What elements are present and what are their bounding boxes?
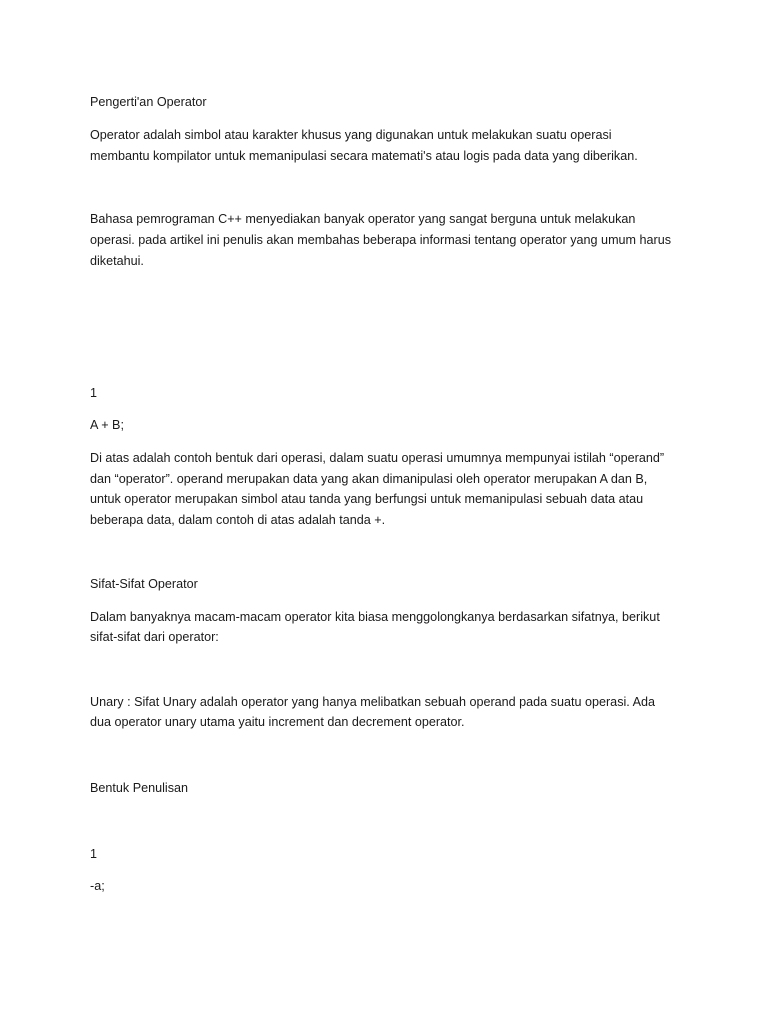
paragraph-line: Operator adalah simbol atau karakter khusus yang digunakan untuk melakukan suatu operasi <box>90 128 612 142</box>
heading-pengertian-operator: Pengerti'an Operator <box>90 95 207 109</box>
paragraph-line: beberapa data, dalam contoh di atas adalah tanda +. <box>90 513 386 527</box>
heading-sifat-sifat-operator: Sifat-Sifat Operator <box>90 577 198 591</box>
code-line-number: 1 <box>90 386 98 400</box>
paragraph-line: Bahasa pemrograman C++ menyediakan banyak operator yang sangat berguna untuk melakukan <box>90 212 636 226</box>
code-snippet: A + B; <box>90 418 124 432</box>
heading-bentuk-penulisan: Bentuk Penulisan <box>90 781 189 795</box>
paragraph-line: membantu kompilator untuk memanipulasi secara matemati's atau logis pada data yang diberikan. <box>90 149 638 163</box>
paragraph-line: untuk operator merupakan simbol atau tanda yang berfungsi untuk memanipulasi sebuah data atau <box>90 492 644 506</box>
paragraph-line: dua operator unary utama yaitu increment dan decrement operator. <box>90 715 465 729</box>
paragraph-line: Di atas adalah contoh bentuk dari operasi, dalam suatu operasi umumnya mempunyai istilah “operand” <box>90 451 665 465</box>
code-line-number: 1 <box>90 847 98 861</box>
paragraph-line: operasi. pada artikel ini penulis akan membahas beberapa informasi tentang operator yang umum harus <box>90 233 672 247</box>
paragraph-line: dan “operator”. operand merupakan data yang akan dimanipulasi oleh operator merupakan A dan B, <box>90 472 648 486</box>
paragraph-line: sifat-sifat dari operator: <box>90 630 219 644</box>
code-snippet: -a; <box>90 879 105 893</box>
paragraph-line: Unary : Sifat Unary adalah operator yang hanya melibatkan sebuah operand pada suatu operasi. Ada <box>90 695 655 709</box>
paragraph-line: diketahui. <box>90 254 144 268</box>
paragraph-line: Dalam banyaknya macam-macam operator kita biasa menggolongkanya berdasarkan sifatnya, berikut <box>90 610 660 624</box>
